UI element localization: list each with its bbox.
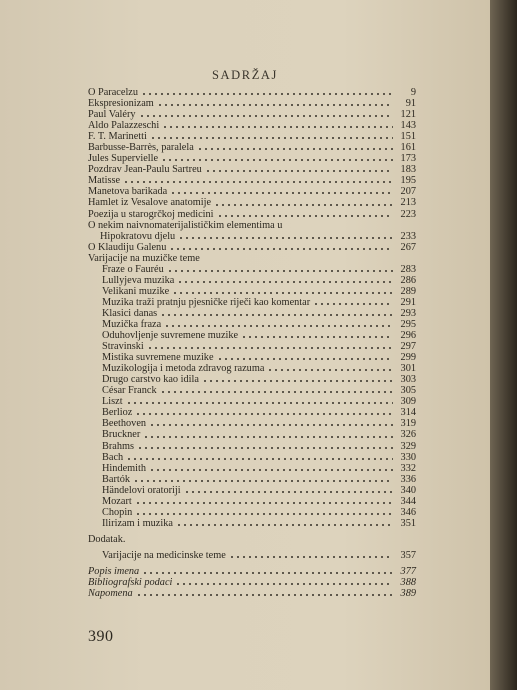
toc-entry-title: Liszt [102,396,123,408]
toc-entry-page: 336 [400,473,416,485]
toc-entry [88,374,416,385]
toc-dot-leader [167,269,393,273]
toc-entry [88,441,416,452]
toc-entry-title: Muzikologija i metoda zdravog razuma [102,363,265,375]
toc-entry [88,186,416,197]
toc-dot-leader [136,593,393,597]
toc-entry [88,242,416,253]
toc-entry-page: 289 [400,285,416,297]
toc-entry [88,385,416,396]
toc-dot-leader [184,490,393,494]
toc-entry-title: Drugo carstvo kao idila [102,374,199,386]
toc-entry-page: 213 [400,197,416,209]
page-edge-shadow [490,0,517,690]
toc-entry [88,142,416,153]
toc-entry-title: Mistika suvremene muzike [102,352,214,364]
toc-dot-leader [160,390,393,394]
toc-dot-leader [161,158,393,162]
toc-entry-page: 344 [400,495,416,507]
toc-entry-page: 223 [400,208,416,220]
toc-dot-leader [135,412,393,416]
toc-entry-title: Poezija u starogrčkoj medicini [88,208,214,220]
toc-entry [88,319,416,330]
toc-entry-title: César Franck [102,385,157,397]
toc-entry [88,418,416,429]
toc-entry-page: 389 [400,588,416,600]
toc-dot-leader [139,114,393,118]
toc-entry [88,308,416,319]
toc-entry-page: 305 [400,385,416,397]
toc-entry-title: Napomena [88,588,133,600]
toc-entry-title: Velikani muzike [102,285,170,297]
toc-entry-page: 357 [400,549,416,561]
toc-dot-leader [162,125,393,129]
toc-dot-leader [147,346,393,350]
toc-entry-page: 326 [400,429,416,441]
toc-entry [88,197,416,208]
toc-entry-page: 314 [400,407,416,419]
toc-entry-page: 295 [400,318,416,330]
toc-entry-title: O nekim naivnomaterijalističkim elementima u [88,219,283,231]
toc-entry [88,352,416,363]
toc-entry [88,474,416,485]
toc-entry-title: Stravinski [102,341,144,353]
toc-entry-page: 329 [400,440,416,452]
toc-entry [88,463,416,474]
toc-dot-leader [143,435,393,439]
toc-dot-leader [126,401,393,405]
toc-entry-title: Hindemith [102,462,147,474]
toc-entry [88,496,416,507]
toc-entry-page: 151 [400,131,416,143]
toc-dot-leader [133,479,393,483]
toc-entry [88,175,416,186]
toc-entry-title: Bach [102,451,124,463]
toc-dot-leader [142,571,393,575]
toc-dot-leader [157,103,393,107]
toc-entry [88,164,416,175]
toc-entry-page: 291 [400,296,416,308]
toc-dot-leader [229,555,393,559]
toc-dot-leader [149,468,393,472]
toc-entry [88,550,416,561]
toc-entry-title: Hipokratovu djelu [100,230,176,242]
toc-entry [88,407,416,418]
toc-entry-title: Bibliografski podaci [88,577,173,589]
toc-dot-leader [214,203,393,207]
toc-dot-leader [135,501,393,505]
toc-dot-leader [178,236,393,240]
toc-dot-leader [141,92,393,96]
toc-entry-page: 161 [400,142,416,154]
toc-entry-title: Mozart [102,495,132,507]
toc-entry-title: Varijacije na medicinske teme [102,549,226,561]
toc-entry [88,275,416,286]
toc-entry-page: 340 [400,484,416,496]
toc-entry-title: Bruckner [102,429,141,441]
toc-entry-page: 301 [400,363,416,375]
toc-entry-page: 377 [400,565,416,577]
toc-entry-title: Chopin [102,506,133,518]
toc-dot-leader [217,357,393,361]
toc-entry-title: Händelovi oratoriji [102,484,181,496]
toc-entry-title: Barbusse-Barrès, paralela [88,142,194,154]
toc-entry-title: Popis imena [88,565,140,577]
toc-entry [88,264,416,275]
page-number: 390 [88,628,114,645]
toc-dot-leader [170,191,393,195]
toc-entry [88,109,416,120]
toc-entry [88,534,416,545]
toc-entry-page: 330 [400,451,416,463]
toc-dot-leader [126,457,393,461]
toc-entry-page: 297 [400,341,416,353]
toc-entry-page: 319 [400,418,416,430]
toc-entry-page: 173 [400,153,416,165]
toc-entry [88,253,416,264]
toc-dot-leader [176,523,393,527]
toc-entry-title: Varijacije na muzičke teme [88,252,200,264]
toc-entry-page: 351 [400,517,416,529]
toc-entry-title: Lullyjeva muzika [102,274,175,286]
toc-entry [88,120,416,131]
toc-entry-title: Manetova barikada [88,186,168,198]
toc-entry-title: Aldo Palazzeschi [88,120,160,132]
toc-entry-title: Jules Supervielle [88,153,159,165]
toc-entry [88,131,416,142]
toc-entry [88,297,416,308]
toc-entry-title: Hamlet iz Vesalove anatomije [88,197,212,209]
toc-entry [88,209,416,220]
toc-entry-title: Ilirizam i muzika [102,517,173,529]
toc-entry [88,220,416,231]
toc-entry-page: 299 [400,352,416,364]
toc-entry-title: Klasici danas [102,307,158,319]
toc-dot-leader [149,423,393,427]
toc-entry [88,588,416,599]
toc-entry-page: 9 [410,87,416,98]
toc-entry [88,396,416,407]
toc-entry-page: 91 [405,98,416,110]
toc-entry-page: 296 [400,330,416,342]
toc-entry [88,341,416,352]
toc-dot-leader [169,247,393,251]
toc-dot-leader [164,324,393,328]
toc-entry-page: 303 [400,374,416,386]
toc-entry [88,429,416,440]
toc-dot-leader [150,136,393,140]
toc-entry-title: Paul Valéry [88,109,136,121]
toc-dot-leader [160,313,393,317]
toc-entry-page: 346 [400,506,416,518]
toc-entry-title: Muzika traži pratnju pjesničke riječi kao komentar [102,296,311,308]
toc-entry [88,518,416,529]
table-of-contents [88,87,416,599]
toc-entry [88,98,416,109]
toc-entry-page: 267 [400,241,416,253]
toc-entry-title: Pozdrav Jean-Paulu Sartreu [88,164,202,176]
toc-entry-page: 286 [400,274,416,286]
toc-entry-title: O Klaudiju Galenu [88,241,167,253]
toc-dot-leader [267,368,393,372]
toc-entry-page: 332 [400,462,416,474]
toc-entry-title: Beethoven [102,418,147,430]
toc-dot-leader [241,335,393,339]
toc-entry [88,566,416,577]
toc-entry-title: Ekspresionizam [88,98,154,110]
toc-entry-page: 183 [400,164,416,176]
toc-entry [88,363,416,374]
toc-entry [88,330,416,341]
toc-entry-page: 293 [400,307,416,319]
toc-entry-title: Dodatak. [88,533,126,545]
toc-entry-title: Berlioz [102,407,133,419]
toc-dot-leader [137,446,393,450]
toc-dot-leader [202,379,393,383]
toc-entry-page: 283 [400,263,416,275]
toc-entry [88,507,416,518]
toc-dot-leader [172,291,393,295]
toc-dot-leader [135,512,393,516]
toc-entry [88,87,416,98]
toc-entry-title: Bartók [102,473,131,485]
toc-entry-title: Muzička fraza [102,318,162,330]
toc-dot-leader [175,582,393,586]
toc-entry [88,485,416,496]
toc-entry-title: O Paracelzu [88,87,139,98]
toc-entry-page: 195 [400,175,416,187]
toc-entry [88,286,416,297]
toc-entry-title: Brahms [102,440,135,452]
toc-dot-leader [123,180,393,184]
toc-dot-leader [177,280,393,284]
toc-entry [88,153,416,164]
toc-entry-title: Matisse [88,175,121,187]
toc-entry-title: F. T. Marinetti [88,131,147,143]
toc-entry-page: 309 [400,396,416,408]
toc-entry-page: 233 [400,230,416,242]
toc-dot-leader [217,214,393,218]
toc-dot-leader [313,302,393,306]
toc-entry-page: 388 [400,577,416,589]
toc-dot-leader [205,169,393,173]
toc-entry-title: Fraze o Fauréu [102,263,164,275]
toc-entry [88,231,416,242]
toc-entry [88,452,416,463]
page-heading: SADRŽAJ [211,68,279,82]
toc-entry-title: Oduhovljenje suvremene muzike [102,330,239,342]
toc-entry-page: 121 [400,109,416,121]
toc-entry-page: 143 [400,120,416,132]
toc-entry [88,577,416,588]
toc-dot-leader [197,147,393,151]
toc-entry-page: 207 [400,186,416,198]
